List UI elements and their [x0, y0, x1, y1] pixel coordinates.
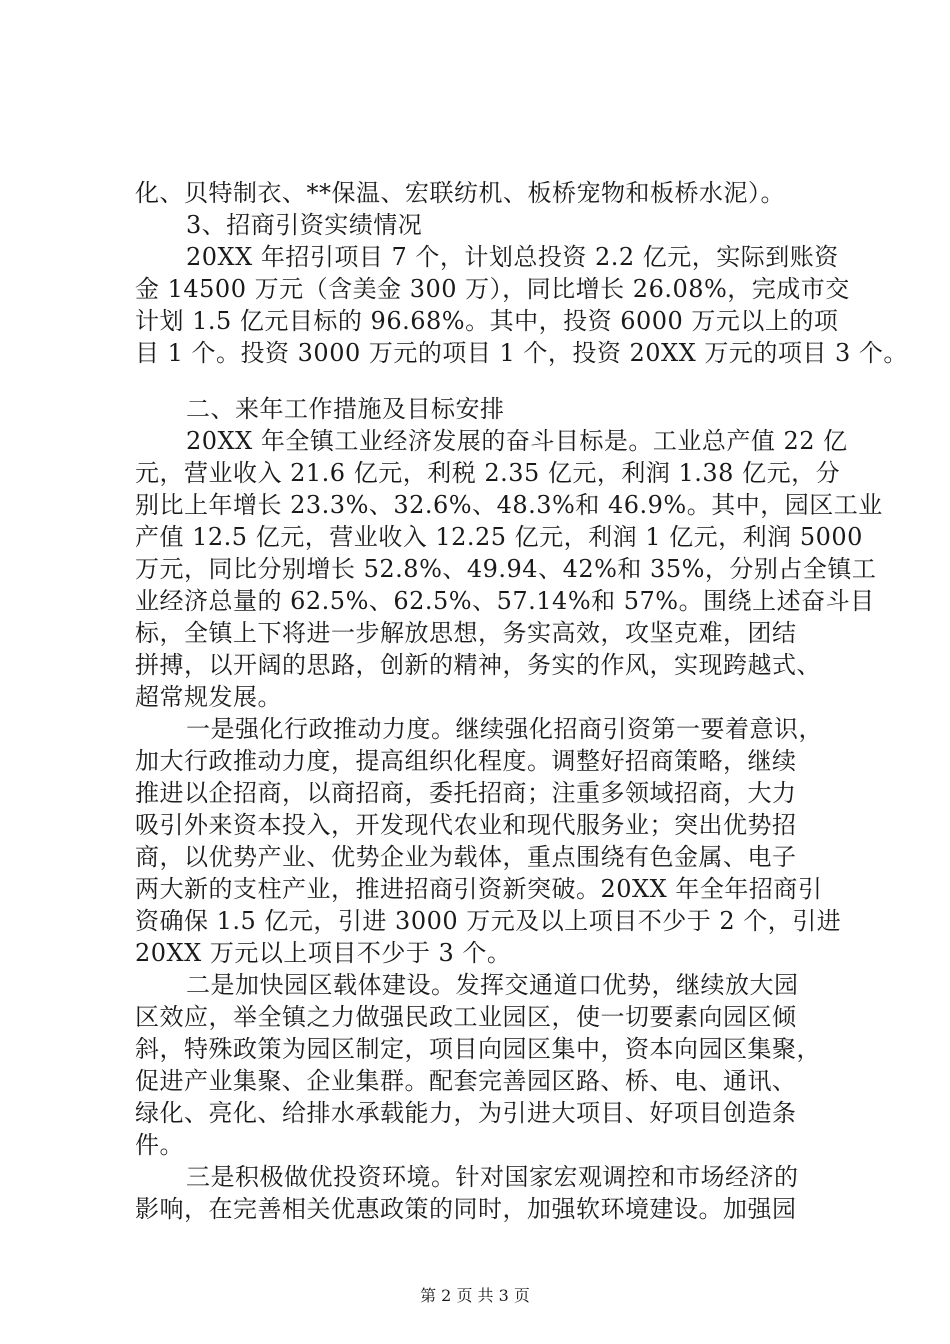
section-heading: 二、来年工作措施及目标安排	[186, 395, 505, 423]
body-line: 件。	[135, 1131, 184, 1159]
body-line: 两大新的支柱产业，推进招商引资新突破。20XX 年全年招商引	[135, 875, 823, 903]
body-line: 拼搏，以开阔的思路，创新的精神，务实的作风，实现跨越式、	[135, 651, 821, 679]
body-line: 标，全镇上下将进一步解放思想，务实高效，攻坚克难，团结	[135, 619, 797, 647]
body-line: 别比上年增长 23.3%、32.6%、48.3%和 46.9%。其中，园区工业	[135, 491, 883, 519]
body-line: 目 1 个。投资 3000 万元的项目 1 个，投资 20XX 万元的项目 3 个。	[135, 339, 908, 367]
body-line: 斜，特殊政策为园区制定，项目向园区集中，资本向园区集聚，	[135, 1035, 821, 1063]
body-line: 20XX 万元以上项目不少于 3 个。	[135, 939, 512, 967]
body-line: 推进以企招商，以商招商，委托招商；注重多领域招商，大力	[135, 779, 797, 807]
body-line: 加大行政推动力度，提高组织化程度。调整好招商策略，继续	[135, 747, 797, 775]
body-line: 促进产业集聚、企业集群。配套完善园区路、桥、电、通讯、	[135, 1067, 797, 1095]
body-line: 业经济总量的 62.5%、62.5%、57.14%和 57%。围绕上述奋斗目	[135, 587, 875, 615]
body-line: 元，营业收入 21.6 亿元，利税 2.35 亿元，利润 1.38 亿元，分	[135, 459, 841, 487]
body-line: 吸引外来资本投入，开发现代农业和现代服务业；突出优势招	[135, 811, 797, 839]
page-number: 第 2 页 共 3 页	[420, 1286, 530, 1305]
body-line: 区效应，举全镇之力做强民政工业园区，使一切要素向园区倾	[135, 1003, 797, 1031]
body-line: 商，以优势产业、优势企业为载体，重点围绕有色金属、电子	[135, 843, 797, 871]
body-line: 20XX 年全镇工业经济发展的奋斗目标是。工业总产值 22 亿	[186, 427, 848, 455]
body-line: 产值 12.5 亿元，营业收入 12.25 亿元，利润 1 亿元，利润 5000	[135, 523, 863, 551]
body-line: 资确保 1.5 亿元，引进 3000 万元及以上项目不少于 2 个，引进	[135, 907, 842, 935]
body-line: 万元，同比分别增长 52.8%、49.94、42%和 35%，分别占全镇工	[135, 555, 877, 583]
body-line: 超常规发展。	[135, 683, 282, 711]
body-line: 一是强化行政推动力度。继续强化招商引资第一要着意识，	[186, 715, 823, 743]
body-line: 化、贝特制衣、**保温、宏联纺机、板桥宠物和板桥水泥）。	[135, 179, 785, 207]
body-line: 计划 1.5 亿元目标的 96.68%。其中，投资 6000 万元以上的项	[135, 307, 839, 335]
body-line: 影响，在完善相关优惠政策的同时，加强软环境建设。加强园	[135, 1195, 797, 1223]
body-line: 绿化、亮化、给排水承载能力，为引进大项目、好项目创造条	[135, 1099, 797, 1127]
section-heading: 3、招商引资实绩情况	[186, 211, 423, 239]
body-line: 二是加快园区载体建设。发挥交通道口优势，继续放大园	[186, 971, 799, 999]
body-line: 20XX 年招引项目 7 个，计划总投资 2.2 亿元，实际到账资	[186, 243, 839, 271]
body-line: 三是积极做优投资环境。针对国家宏观调控和市场经济的	[186, 1163, 799, 1191]
body-line: 金 14500 万元（含美金 300 万），同比增长 26.08%，完成市交	[135, 275, 850, 303]
